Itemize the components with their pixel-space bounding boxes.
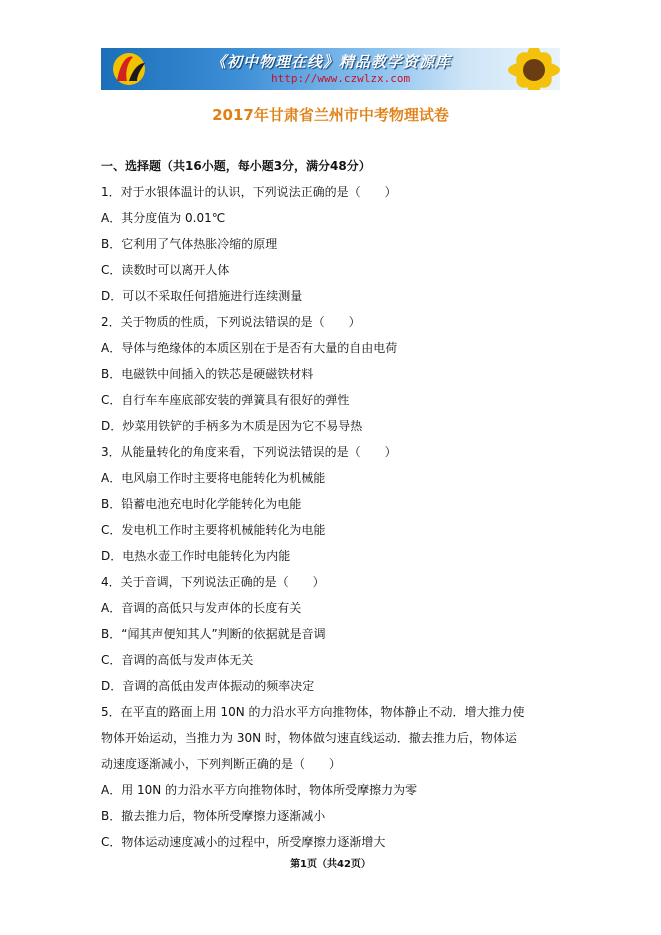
text-line: B．电磁铁中间插入的铁芯是硬磁铁材料 xyxy=(101,367,314,381)
section-heading: 一、选择题（共16小题，每小题3分，满分48分） xyxy=(101,159,371,173)
text-line: A．电风扇工作时主要将电能转化为机械能 xyxy=(101,471,326,485)
text-line: A．其分度值为 0.01℃ xyxy=(101,211,226,225)
text-line: D．可以不采取任何措施进行连续测量 xyxy=(101,289,303,303)
text-line: B．撤去推力后，物体所受摩擦力逐渐减小 xyxy=(101,809,326,823)
text-line: A．音调的高低只与发声体的长度有关 xyxy=(101,601,302,615)
logo-icon xyxy=(107,51,151,87)
text-line: D．音调的高低由发声体振动的频率决定 xyxy=(101,679,315,693)
text-line: A．导体与绝缘体的本质区别在于是否有大量的自由电荷 xyxy=(101,341,398,355)
page-title: 2017年甘肃省兰州市中考物理试卷 xyxy=(212,106,449,124)
text-line: A．用 10N 的力沿水平方向推物体时，物体所受摩擦力为零 xyxy=(101,783,418,797)
text-line: C．自行车车座底部安装的弹簧具有很好的弹性 xyxy=(101,393,350,407)
banner-title: 《初中物理在线》精品教学资源库 xyxy=(211,53,452,71)
text-line: D．电热水壶工作时电能转化为内能 xyxy=(101,549,291,563)
text-line: B．“闻其声便知其人”判断的依据就是音调 xyxy=(101,627,326,641)
text-line: 1．对于水银体温计的认识，下列说法正确的是（ ） xyxy=(101,185,397,199)
text-line: C．物体运动速度减小的过程中，所受摩擦力逐渐增大 xyxy=(101,835,386,849)
text-line: B．它利用了气体热胀冷缩的原理 xyxy=(101,237,278,251)
header-banner xyxy=(101,48,560,90)
text-line: 5．在平直的路面上用 10N 的力沿水平方向推物体，物体静止不动．增大推力使 xyxy=(101,705,525,719)
text-line: 3．从能量转化的角度来看，下列说法错误的是（ ） xyxy=(101,445,397,459)
text-line: D．炒菜用铁铲的手柄多为木质是因为它不易导热 xyxy=(101,419,363,433)
banner-url: http://www.czwlzx.com xyxy=(271,72,411,85)
text-line: C．读数时可以离开人体 xyxy=(101,263,230,277)
text-line: 2．关于物质的性质，下列说法错误的是（ ） xyxy=(101,315,361,329)
page-footer: 第1页（共42页） xyxy=(290,859,371,870)
sunflower-icon xyxy=(482,48,560,90)
text-line: C．音调的高低与发声体无关 xyxy=(101,653,254,667)
text-line: B．铅蓄电池充电时化学能转化为电能 xyxy=(101,497,302,511)
text-line: 4．关于音调，下列说法正确的是（ ） xyxy=(101,575,325,589)
text-line: C．发电机工作时主要将机械能转化为电能 xyxy=(101,523,326,537)
text-line: 物体开始运动，当推力为 30N 时，物体做匀速直线运动．撤去推力后，物体运 xyxy=(101,731,517,745)
text-line: 动速度逐渐减小，下列判断正确的是（ ） xyxy=(101,757,342,771)
